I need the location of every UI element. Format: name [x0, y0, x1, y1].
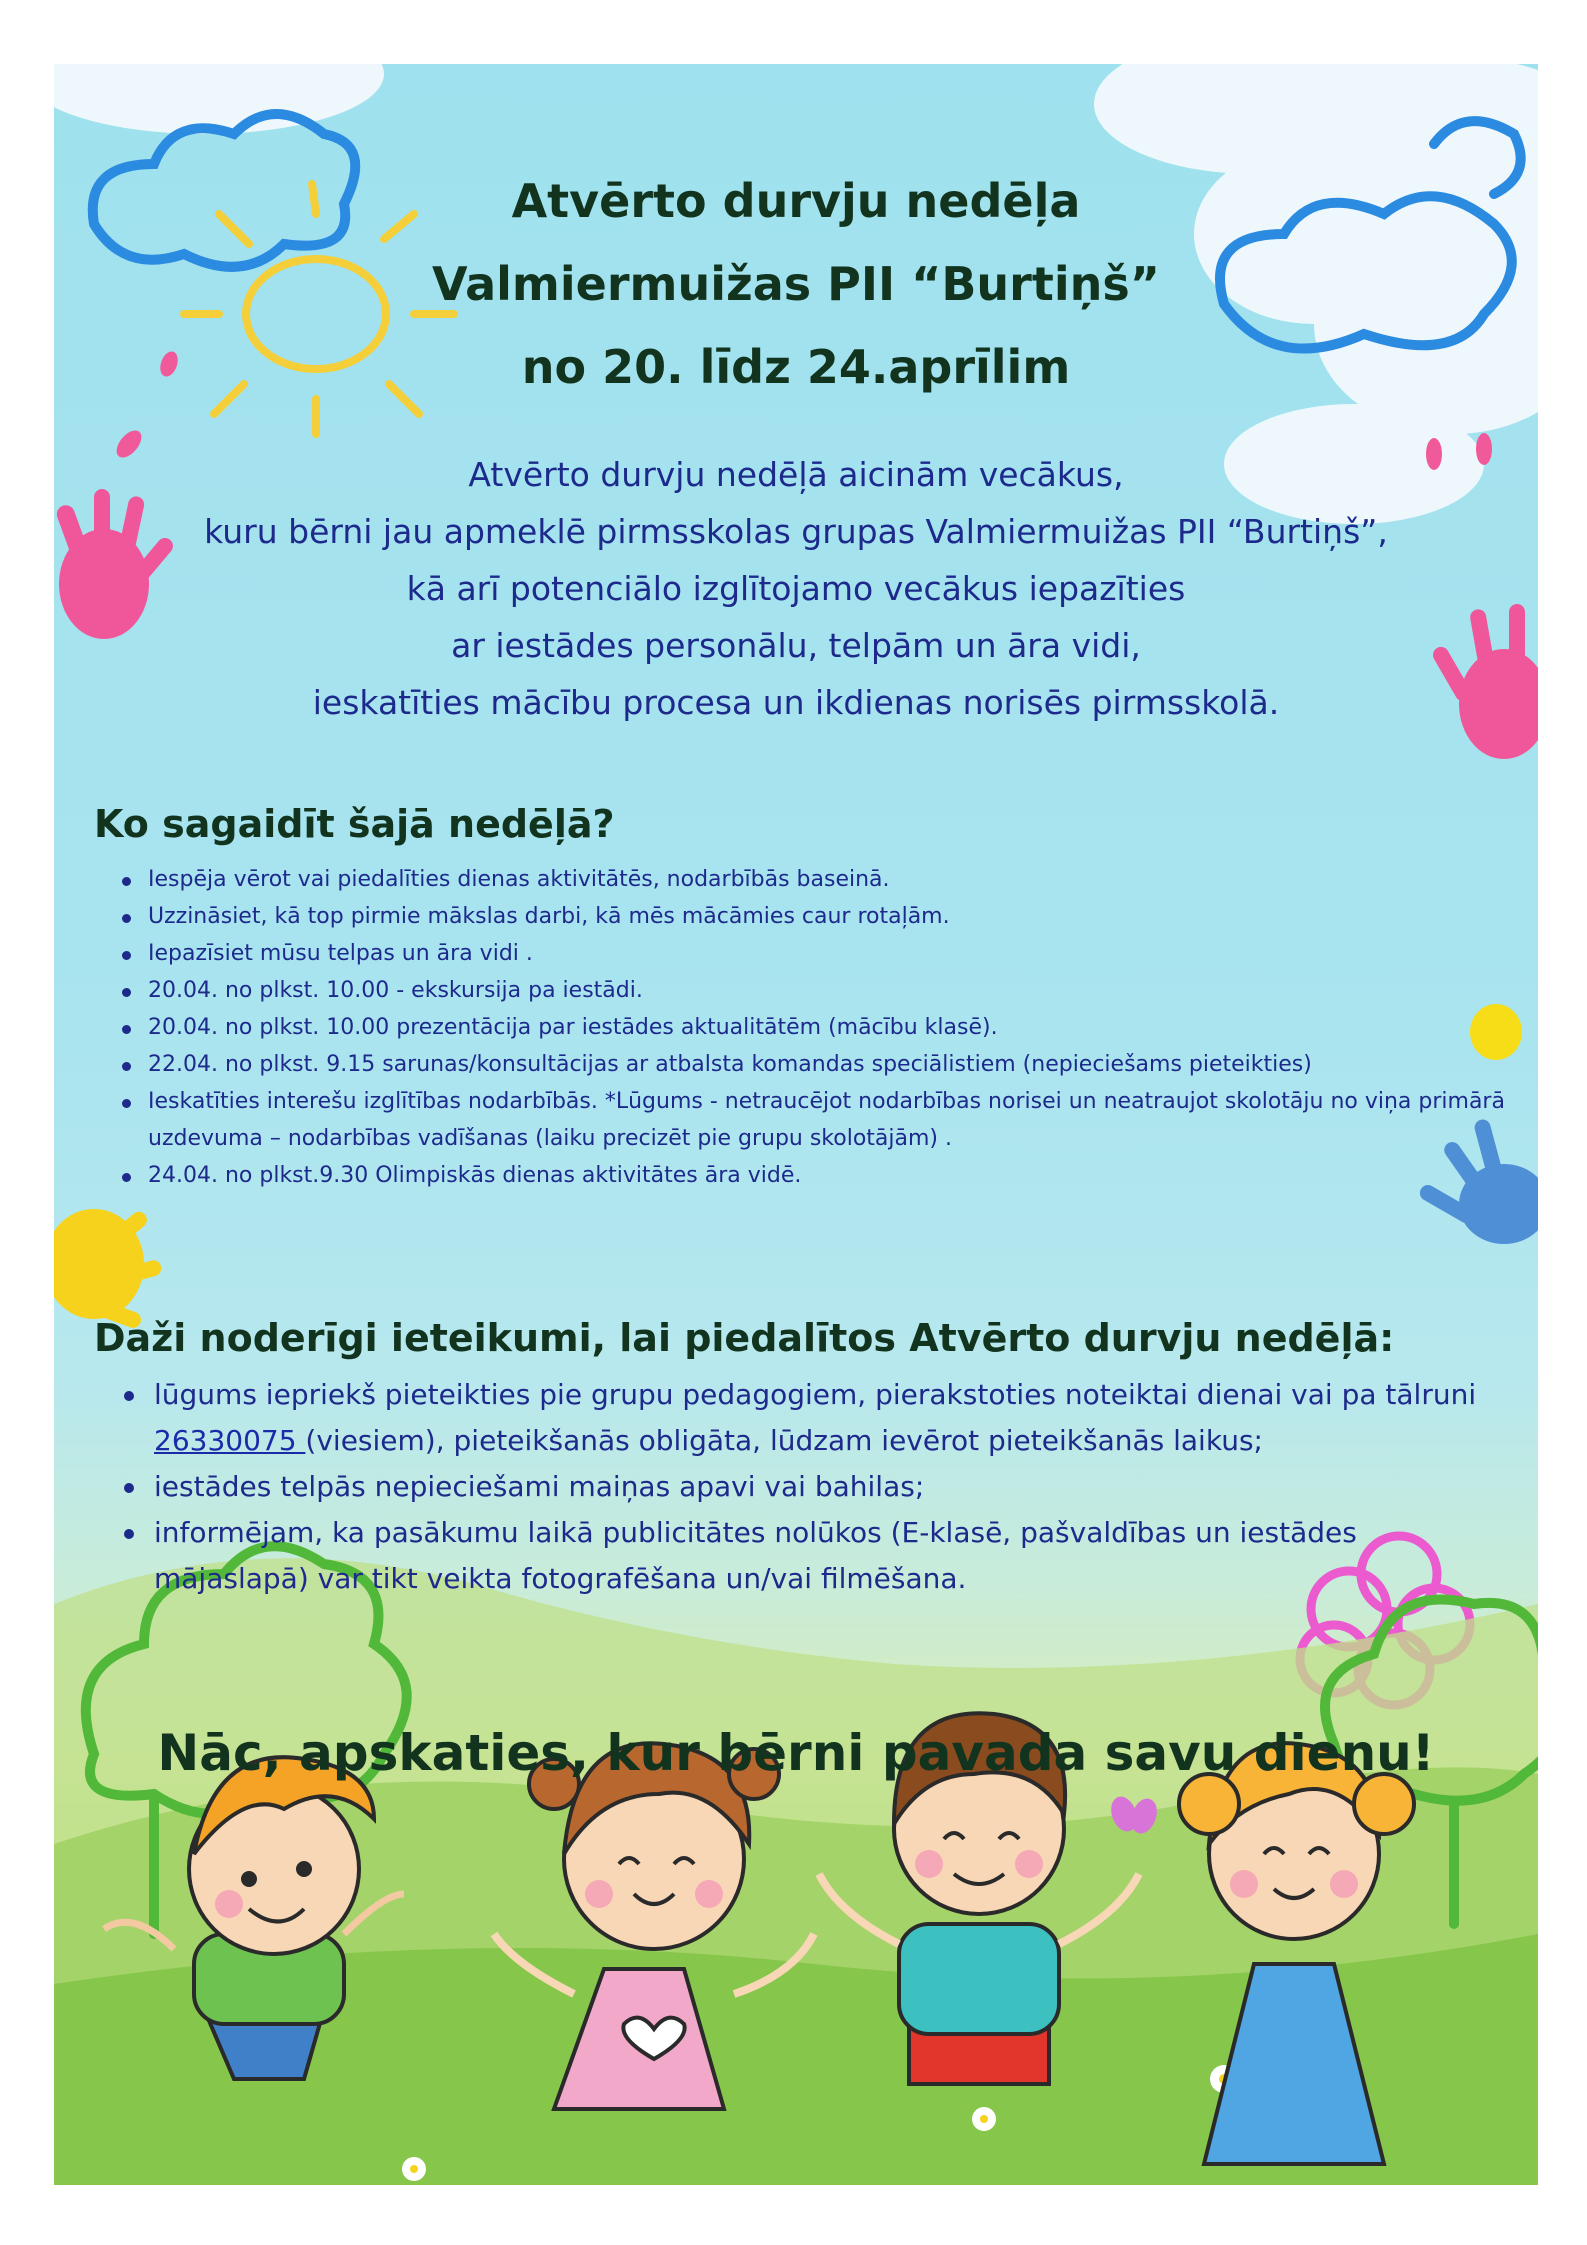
tips-list — [116, 1372, 1516, 1602]
list-item: Iepazīsiet mūsu telpas un āra vidi . — [116, 935, 1526, 972]
poster — [54, 64, 1538, 2185]
title-line-3: no 20. līdz 24.aprīlim — [521, 340, 1071, 394]
list-item: Iespēja vērot vai piedalīties dienas aktivitātēs, nodarbībās baseinā. — [116, 861, 1526, 898]
list-item: Uzzināsiet, kā top pirmie mākslas darbi, kā mēs mācāmies caur rotaļām. — [116, 898, 1526, 935]
intro-line: ieskatīties mācību procesa un ikdienas norisēs pirmsskolā. — [312, 683, 1280, 722]
closing-slogan: Nāc, apskaties, kur bērni pavada savu dienu! — [157, 1724, 1435, 1782]
poster-title — [54, 160, 1538, 409]
phone-link[interactable]: 26330075 — [154, 1424, 306, 1457]
list-item: Ieskatīties interešu izglītības nodarbībās. *Lūgums - netraucējot nodarbības norisei un neatraujot skolotāju no viņa primārā uzdevuma – nodarbības vadīšanas (laiku precizēt pie grupu skolotājām) . — [116, 1083, 1526, 1157]
section-heading-what-to-expect: Ko sagaidīt šajā nedēļā? — [94, 802, 615, 846]
tip-text: (viesiem), pieteikšanās obligāta, lūdzam ievērot pieteikšanās laikus; — [305, 1424, 1263, 1457]
list-item — [116, 1372, 1516, 1464]
intro-line: kuru bērni jau apmeklē pirmsskolas grupas Valmiermuižas PII “Burtiņš”, — [204, 512, 1388, 551]
title-line-2: Valmiermuižas PII “Burtiņš” — [432, 257, 1160, 311]
cloud-top-left — [54, 64, 384, 134]
list-item: informējam, ka pasākumu laikā publicitātes nolūkos (E-klasē, pašvaldības un iestādes mājaslapā) var tikt veikta fotografēšana un/vai filmēšana. — [116, 1510, 1516, 1602]
intro-line: kā arī potenciālo izglītojamo vecākus iepazīties — [406, 569, 1186, 608]
section-heading-tips: Daži noderīgi ieteikumi, lai piedalītos Atvērto durvju nedēļā: — [94, 1316, 1395, 1360]
list-item: 24.04. no plkst.9.30 Olimpiskās dienas aktivitātes āra vidē. — [116, 1157, 1526, 1194]
list-item: iestādes telpās nepieciešami maiņas apavi vai bahilas; — [116, 1464, 1516, 1510]
yellow-handprint-left — [54, 1209, 163, 1330]
intro-paragraph — [54, 446, 1538, 731]
list-item: 20.04. no plkst. 10.00 prezentācija par iestādes aktualitātēm (mācību klasē). — [116, 1009, 1526, 1046]
list-item: 22.04. no plkst. 9.15 sarunas/konsultācijas ar atbalsta komandas speciālistiem (nepieciešams pieteikties) — [116, 1046, 1526, 1083]
tip-text: lūgums iepriekš pieteikties pie grupu pedagogiem, pierakstoties noteiktai dienai vai pa tālruni — [154, 1378, 1477, 1411]
title-line-1: Atvērto durvju nedēļa — [511, 174, 1081, 228]
intro-line: Atvērto durvju nedēļā aicinām vecākus, — [468, 455, 1124, 494]
expectations-list — [116, 861, 1526, 1194]
list-item: 20.04. no plkst. 10.00 - ekskursija pa iestādi. — [116, 972, 1526, 1009]
intro-line: ar iestādes personālu, telpām un āra vidi, — [451, 626, 1141, 665]
